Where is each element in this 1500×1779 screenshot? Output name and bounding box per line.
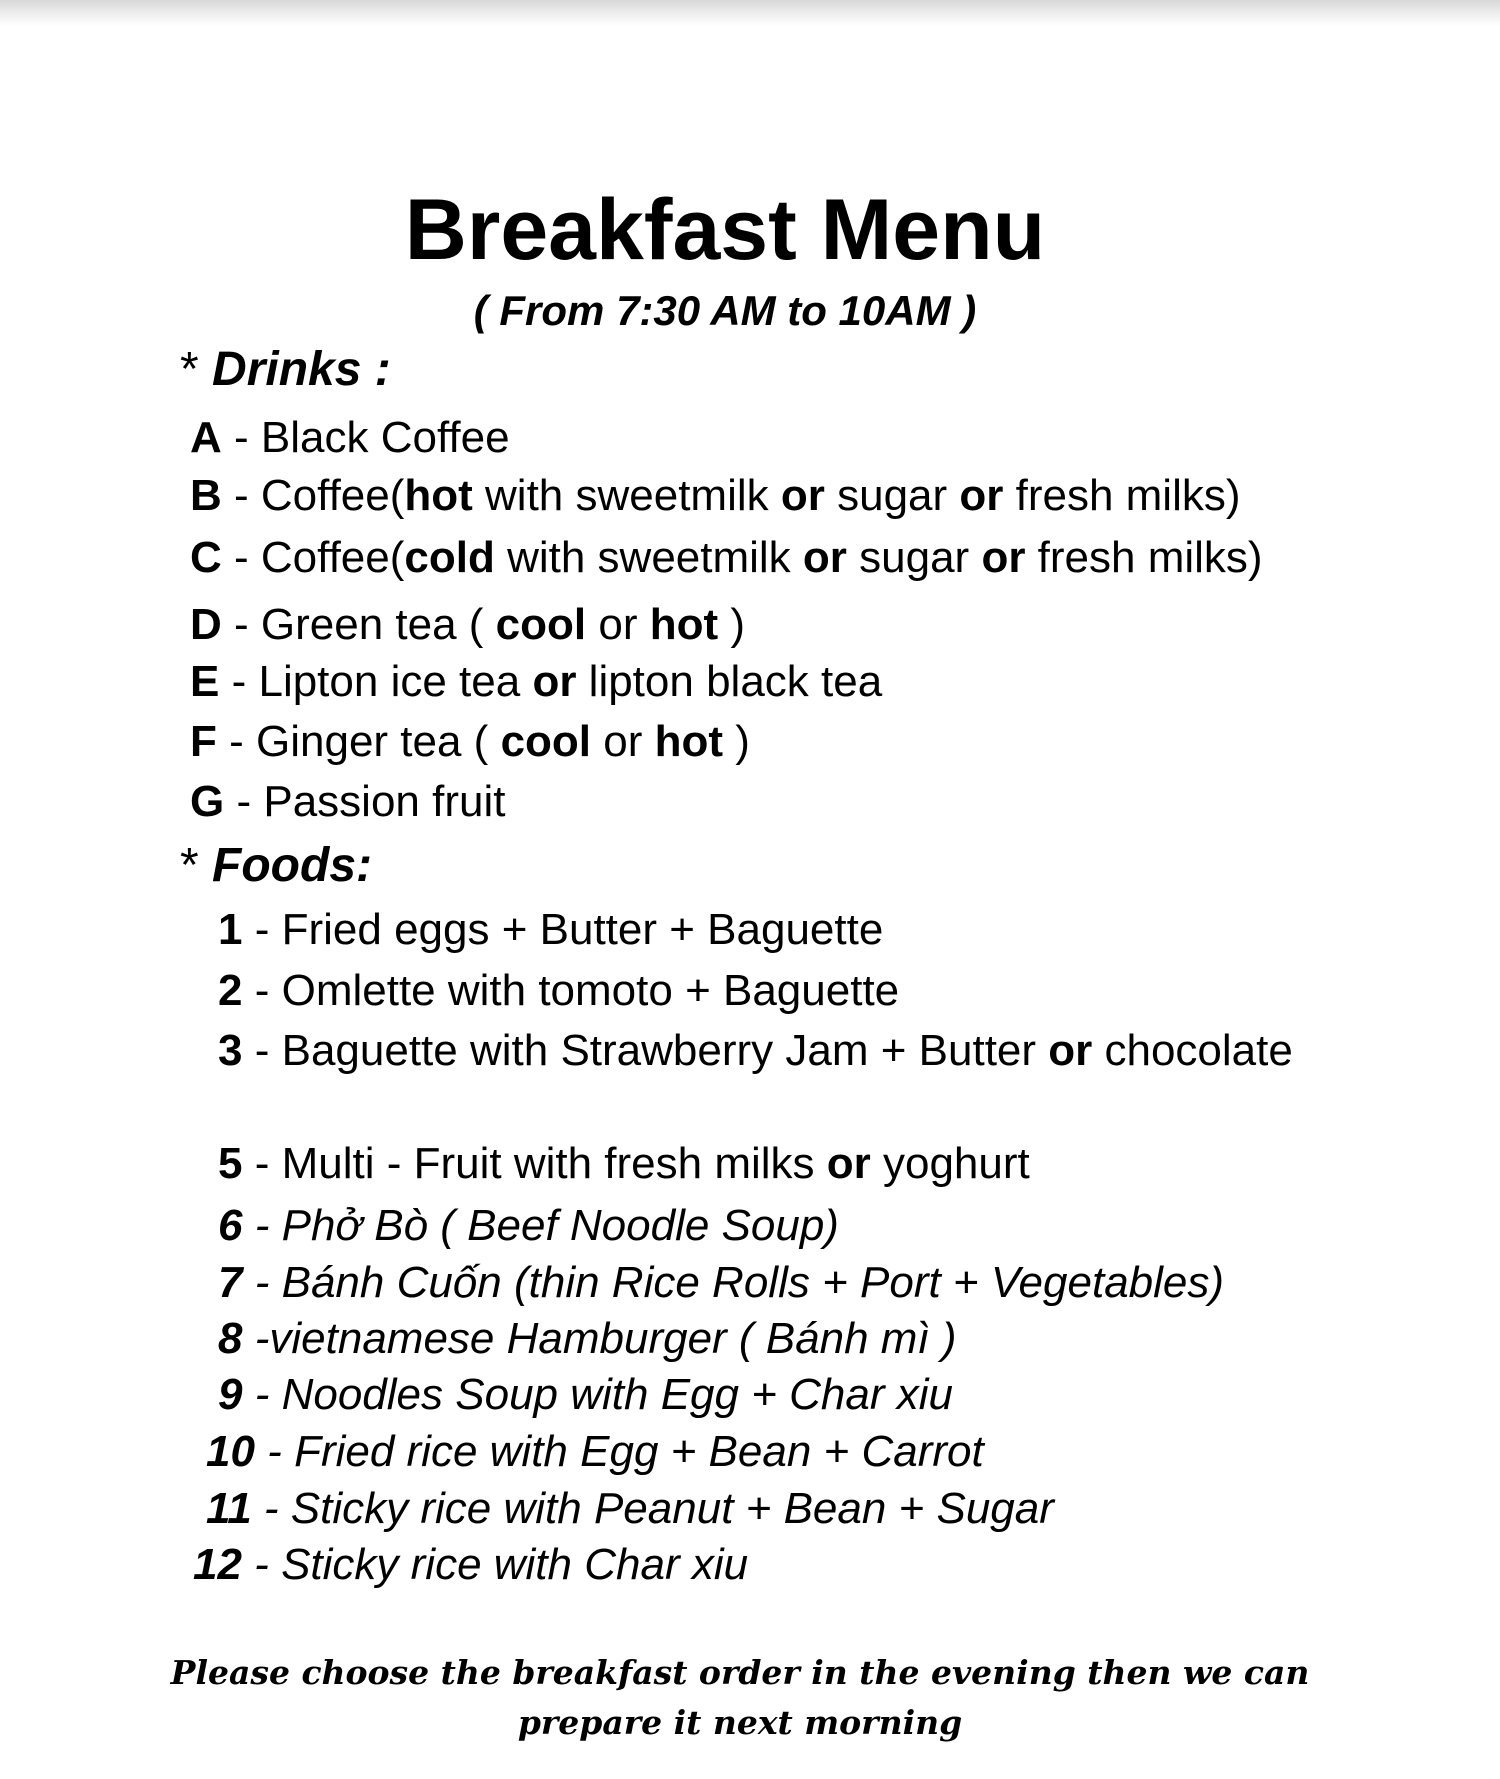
drink-item-d [190, 597, 745, 653]
food-code: 9 [218, 1370, 243, 1419]
food-code: 10 [206, 1427, 255, 1476]
food-code: 3 [218, 1026, 243, 1075]
drink-or-plain: or [591, 717, 655, 766]
drink-option: cool [495, 600, 587, 649]
foods-heading-label: Foods: [212, 839, 372, 892]
drink-code: A [190, 413, 222, 462]
food-text: Noodles Soup with Egg + Char xiu [281, 1370, 953, 1419]
drink-text-post: fresh milks) [1003, 471, 1241, 520]
food-item-1 [218, 902, 883, 958]
drink-or: or [780, 471, 825, 520]
drink-code: E [190, 657, 220, 706]
drink-option: hot [649, 600, 719, 649]
food-text: Fried rice with Egg + Bean + Carrot [294, 1427, 984, 1476]
order-note [0, 1648, 1490, 1748]
drink-text-post: fresh milks) [1025, 533, 1263, 582]
drinks-heading-star: * [180, 343, 199, 396]
food-text: Fried eggs + Butter + Baguette [281, 905, 884, 954]
drink-text-mid: with sweetmilk [472, 471, 781, 520]
food-code: 7 [218, 1258, 243, 1307]
food-text: Sticky rice with Char xiu [281, 1540, 749, 1589]
drink-temp: cold [404, 533, 495, 582]
food-item-10 [206, 1424, 984, 1480]
food-sep: - [242, 1026, 282, 1075]
food-text: Omlette with tomoto + Baguette [281, 966, 900, 1015]
food-sep: - [242, 1370, 282, 1419]
drink-text-pre: Ginger tea ( [256, 717, 501, 766]
food-item-3 [218, 1023, 1293, 1079]
food-sep: - [242, 1139, 282, 1188]
foods-heading [180, 836, 372, 896]
drink-text-pre: Coffee( [260, 471, 405, 520]
drink-sep: - [221, 600, 261, 649]
drink-option: cool [500, 717, 592, 766]
drink-sep: - [221, 533, 261, 582]
drink-text: Black Coffee [260, 413, 510, 462]
drink-sep: - [219, 657, 259, 706]
food-item-7 [218, 1255, 1224, 1311]
drink-text-pre: Coffee( [260, 533, 405, 582]
foods-heading-star: * [180, 839, 199, 892]
drink-item-b [190, 468, 1241, 524]
drink-text-mid: with sweetmilk [494, 533, 803, 582]
drink-sep: - [216, 717, 256, 766]
food-item-2 [218, 963, 899, 1019]
food-item-12 [193, 1537, 748, 1593]
food-code: 6 [218, 1201, 243, 1250]
food-sep: - [251, 1484, 291, 1533]
drink-item-e [190, 654, 882, 710]
drink-option: hot [654, 717, 723, 766]
food-text: vietnamese Hamburger ( Bánh mì ) [269, 1314, 957, 1363]
top-shadow [0, 0, 1500, 26]
food-sep: - [242, 1258, 282, 1307]
drink-code: C [190, 533, 222, 582]
drink-text-pre: Lipton ice tea [258, 657, 533, 706]
drink-code: D [190, 600, 222, 649]
food-item-8 [218, 1311, 957, 1367]
food-text-pre: Multi - Fruit with fresh milks [281, 1139, 827, 1188]
food-sep: - [242, 966, 282, 1015]
drink-text-post: lipton black tea [576, 657, 883, 706]
food-sep: - [241, 1540, 282, 1589]
food-sep: - [242, 905, 282, 954]
food-text: Bánh Cuốn (thin Rice Rolls + Port + Vegetables) [281, 1258, 1225, 1307]
drink-item-c [190, 530, 1263, 586]
food-code: 12 [193, 1540, 242, 1589]
food-sep: - [242, 1201, 282, 1250]
drink-or: or [802, 533, 847, 582]
drink-sep: - [221, 471, 261, 520]
order-note-line-2: prepare it next morning [517, 1703, 963, 1742]
menu-title: Breakfast Menu [404, 182, 1046, 278]
food-item-6 [218, 1198, 839, 1254]
food-item-11 [206, 1481, 1054, 1537]
drink-text-sugar: sugar [824, 471, 960, 520]
drink-item-a [190, 410, 510, 466]
drink-text-post: ) [723, 717, 750, 766]
food-item-5 [218, 1136, 1030, 1192]
drinks-heading-label: Drinks : [212, 343, 391, 396]
drink-or-plain: or [586, 600, 650, 649]
drink-item-f [190, 714, 750, 770]
drink-code: G [190, 777, 225, 826]
drink-code: F [190, 717, 217, 766]
food-code: 1 [218, 905, 243, 954]
drink-or: or [532, 657, 577, 706]
food-text-post: yoghurt [870, 1139, 1030, 1188]
food-code: 8 [218, 1314, 243, 1363]
food-sep: - [242, 1314, 270, 1363]
drink-sep: - [224, 777, 264, 826]
food-sep: - [254, 1427, 295, 1476]
drink-sep: - [221, 413, 261, 462]
food-text: Phở Bò ( Beef Noodle Soup) [281, 1201, 839, 1250]
drink-or: or [981, 533, 1026, 582]
food-or: or [1048, 1026, 1093, 1075]
drink-text-post: ) [718, 600, 745, 649]
order-note-line-1: Please choose the breakfast order in the evening then we can [170, 1653, 1310, 1692]
food-or: or [826, 1139, 871, 1188]
drink-code: B [190, 471, 222, 520]
drink-or: or [959, 471, 1004, 520]
food-code: 5 [218, 1139, 243, 1188]
food-text-pre: Baguette with Strawberry Jam + Butter [281, 1026, 1049, 1075]
drink-text-pre: Green tea ( [260, 600, 496, 649]
menu-hours: ( From 7:30 AM to 10AM ) [473, 287, 977, 334]
food-code: 11 [206, 1484, 252, 1533]
drinks-heading [180, 340, 391, 400]
drink-text: Passion fruit [263, 777, 506, 826]
drink-item-g [190, 774, 505, 830]
drink-temp: hot [404, 471, 473, 520]
food-code: 2 [218, 966, 243, 1015]
food-text: Sticky rice with Peanut + Bean + Sugar [290, 1484, 1054, 1533]
food-text-post: chocolate [1092, 1026, 1293, 1075]
food-item-9 [218, 1367, 953, 1423]
drink-text-sugar: sugar [846, 533, 982, 582]
